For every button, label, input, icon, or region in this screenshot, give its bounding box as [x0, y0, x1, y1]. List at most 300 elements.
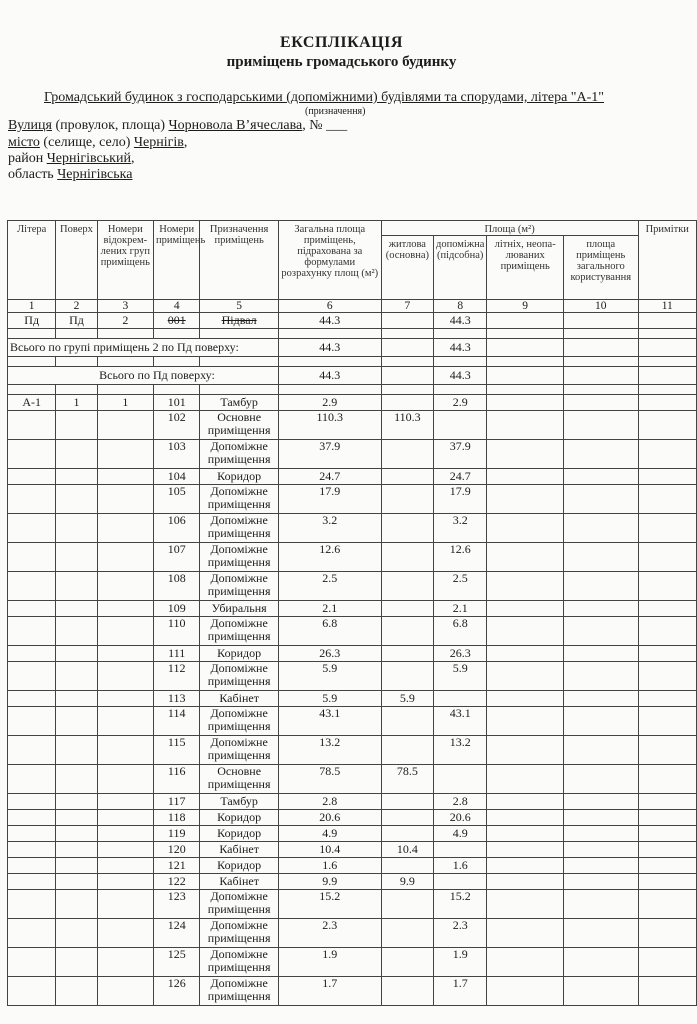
room-common-area [563, 617, 638, 646]
room-summer-area [487, 765, 564, 794]
room-auxiliary-area: 43.1 [434, 707, 487, 736]
room-common-area [563, 395, 638, 411]
floor-cell [56, 977, 97, 1006]
room-notes [638, 810, 696, 826]
room-auxiliary-area: 3.2 [434, 514, 487, 543]
group-cell [97, 543, 153, 572]
room-total-area: 10.4 [278, 842, 381, 858]
room-row [8, 617, 697, 646]
room-total-area: 5.9 [278, 691, 381, 707]
room-total-area: 4.9 [278, 826, 381, 842]
group-cell [97, 826, 153, 842]
room-living-area: 9.9 [381, 874, 433, 890]
group-cell [97, 858, 153, 874]
room-notes [638, 440, 696, 469]
room-living-area [381, 469, 433, 485]
room-common-area [563, 794, 638, 810]
room-row [8, 842, 697, 858]
room-auxiliary-area: 37.9 [434, 440, 487, 469]
room-total-area: 12.6 [278, 543, 381, 572]
room-purpose: Коридор [200, 858, 279, 874]
room-auxiliary-area: 5.9 [434, 662, 487, 691]
room-notes [638, 572, 696, 601]
room-living-area [381, 646, 433, 662]
group-cell [97, 662, 153, 691]
litera-cell [8, 440, 56, 469]
room-living-area [381, 948, 433, 977]
district-label: район [8, 151, 47, 166]
room-notes [638, 736, 696, 765]
room-summer-area [487, 890, 564, 919]
room-purpose: Допоміжне приміщення [200, 890, 279, 919]
summary-row-floor [8, 367, 697, 385]
floor-cell [56, 794, 97, 810]
room-purpose: Допоміжне приміщення [200, 572, 279, 601]
floor-cell: 1 [56, 395, 97, 411]
room-total-area: 43.1 [278, 707, 381, 736]
litera-cell [8, 890, 56, 919]
room-notes [638, 514, 696, 543]
room-notes [638, 948, 696, 977]
litera-cell [8, 707, 56, 736]
room-purpose: Тамбур [200, 794, 279, 810]
room-common-area [563, 977, 638, 1006]
column-number: 6 [278, 300, 381, 313]
room-notes [638, 826, 696, 842]
header-litera: Літера [8, 221, 56, 300]
room-summer-area [487, 395, 564, 411]
room-notes [638, 543, 696, 572]
floor-cell [56, 874, 97, 890]
summary-total: 44.3 [278, 339, 381, 357]
floor-cell [56, 948, 97, 977]
room-row [8, 977, 697, 1006]
room-row [8, 572, 697, 601]
summary-row-group [8, 339, 697, 357]
room-number: 110 [154, 617, 200, 646]
room-row [8, 601, 697, 617]
room-living-area: 110.3 [381, 411, 433, 440]
room-common-area [563, 646, 638, 662]
room-common-area [563, 691, 638, 707]
room-purpose: Тамбур [200, 395, 279, 411]
litera-cell [8, 842, 56, 858]
room-living-area [381, 736, 433, 765]
room-summer-area [487, 874, 564, 890]
group-cell [97, 736, 153, 765]
floor-cell [56, 646, 97, 662]
room-summer-area [487, 543, 564, 572]
group-cell [97, 919, 153, 948]
room-common-area [563, 858, 638, 874]
room-notes [638, 842, 696, 858]
room-total-area: 5.9 [278, 662, 381, 691]
document-subtitle: приміщень громадського будинку [226, 54, 457, 70]
room-auxiliary-area: 20.6 [434, 810, 487, 826]
room-total-area: 13.2 [278, 736, 381, 765]
room-auxiliary-area: 1.7 [434, 977, 487, 1006]
room-auxiliary-area [434, 411, 487, 440]
group-cell [97, 617, 153, 646]
room-summer-area [487, 858, 564, 874]
basement-purpose: Підвал [200, 313, 279, 329]
room-auxiliary-area: 2.1 [434, 601, 487, 617]
room-living-area [381, 919, 433, 948]
room-purpose: Допоміжне приміщення [200, 919, 279, 948]
header-area-group: Площа (м²) [381, 221, 638, 236]
group-cell [97, 765, 153, 794]
room-total-area: 37.9 [278, 440, 381, 469]
floor-cell [56, 469, 97, 485]
summary-auxiliary: 44.3 [434, 367, 487, 385]
district-line: район Чернігівський, [8, 151, 135, 166]
room-row [8, 826, 697, 842]
room-common-area [563, 736, 638, 765]
floor-cell [56, 842, 97, 858]
room-common-area [563, 469, 638, 485]
header-floor: Поверх [56, 221, 97, 300]
litera-cell [8, 646, 56, 662]
street-label: Вулиця [8, 118, 52, 133]
summary-total: 44.3 [278, 367, 381, 385]
room-summer-area [487, 691, 564, 707]
litera-cell: А-1 [8, 395, 56, 411]
column-number: 8 [434, 300, 487, 313]
room-summer-area [487, 469, 564, 485]
group-cell [97, 440, 153, 469]
room-living-area [381, 707, 433, 736]
litera-cell [8, 543, 56, 572]
room-row [8, 858, 697, 874]
floor-cell [56, 919, 97, 948]
litera-cell [8, 514, 56, 543]
room-summer-area [487, 736, 564, 765]
floor-cell [56, 736, 97, 765]
room-summer-area [487, 485, 564, 514]
room-row [8, 890, 697, 919]
room-notes [638, 485, 696, 514]
room-summer-area [487, 646, 564, 662]
room-total-area: 17.9 [278, 485, 381, 514]
room-notes [638, 601, 696, 617]
room-row [8, 514, 697, 543]
room-number: 117 [154, 794, 200, 810]
column-number: 5 [200, 300, 279, 313]
room-purpose: Допоміжне приміщення [200, 707, 279, 736]
room-purpose: Коридор [200, 826, 279, 842]
room-total-area: 2.3 [278, 919, 381, 948]
litera-cell [8, 874, 56, 890]
room-number: 125 [154, 948, 200, 977]
floor-cell [56, 572, 97, 601]
basement-litera: Пд [8, 313, 56, 329]
room-living-area [381, 794, 433, 810]
room-summer-area [487, 826, 564, 842]
room-purpose: Допоміжне приміщення [200, 514, 279, 543]
group-cell: 1 [97, 395, 153, 411]
column-number: 7 [381, 300, 433, 313]
group-cell [97, 794, 153, 810]
floor-cell [56, 890, 97, 919]
room-common-area [563, 601, 638, 617]
column-number: 11 [638, 300, 696, 313]
room-living-area [381, 514, 433, 543]
summary-auxiliary: 44.3 [434, 339, 487, 357]
room-row [8, 948, 697, 977]
region-value: Чернігівська [57, 167, 133, 182]
room-living-area [381, 543, 433, 572]
room-summer-area [487, 919, 564, 948]
litera-cell [8, 765, 56, 794]
room-purpose: Коридор [200, 810, 279, 826]
room-notes [638, 919, 696, 948]
summary-label: Всього по Пд поверху: [8, 367, 279, 385]
litera-cell [8, 977, 56, 1006]
header-rooms: Номери приміщень [154, 221, 200, 300]
floor-cell [56, 485, 97, 514]
room-summer-area [487, 601, 564, 617]
floor-cell [56, 691, 97, 707]
room-summer-area [487, 794, 564, 810]
header-groups: Номери відокрем-лених груп приміщень [97, 221, 153, 300]
room-living-area [381, 662, 433, 691]
purpose-note: (призначення) [305, 106, 366, 117]
room-notes [638, 874, 696, 890]
room-row [8, 485, 697, 514]
room-auxiliary-area: 1.6 [434, 858, 487, 874]
document-title: ЕКСПЛІКАЦІЯ [280, 34, 403, 51]
group-cell [97, 514, 153, 543]
room-purpose: Основне приміщення [200, 411, 279, 440]
basement-floor: Пд [56, 313, 97, 329]
floor-cell [56, 662, 97, 691]
room-auxiliary-area [434, 842, 487, 858]
room-summer-area [487, 411, 564, 440]
room-notes [638, 691, 696, 707]
room-living-area [381, 395, 433, 411]
room-total-area: 26.3 [278, 646, 381, 662]
header-common: площа приміщень загального користування [563, 236, 638, 300]
floor-cell [56, 411, 97, 440]
room-living-area [381, 572, 433, 601]
room-total-area: 15.2 [278, 890, 381, 919]
header-auxiliary: допоміжна (підсобна) [434, 236, 487, 300]
room-living-area [381, 617, 433, 646]
litera-cell [8, 858, 56, 874]
basement-auxiliary: 44.3 [434, 313, 487, 329]
group-cell [97, 646, 153, 662]
floor-cell [56, 440, 97, 469]
room-purpose: Кабінет [200, 691, 279, 707]
room-common-area [563, 543, 638, 572]
room-number: 118 [154, 810, 200, 826]
floor-cell [56, 810, 97, 826]
room-number: 111 [154, 646, 200, 662]
room-living-area [381, 440, 433, 469]
room-auxiliary-area: 2.9 [434, 395, 487, 411]
room-purpose: Допоміжне приміщення [200, 440, 279, 469]
building-description: Громадський будинок з господарськими (допоміжними) будівлями та спорудами, літера "А-1" [44, 90, 605, 105]
room-auxiliary-area [434, 765, 487, 794]
group-cell [97, 707, 153, 736]
group-cell [97, 572, 153, 601]
room-row [8, 543, 697, 572]
room-number: 108 [154, 572, 200, 601]
group-cell [97, 691, 153, 707]
room-total-area: 1.9 [278, 948, 381, 977]
header-total-area: Загальна площа приміщень, підрахована за формулами розрахунку площ (м²) [278, 221, 381, 300]
room-total-area: 2.8 [278, 794, 381, 810]
header-summer: літніх, неопа-люваних приміщень [487, 236, 564, 300]
room-number: 124 [154, 919, 200, 948]
explication-table [7, 220, 697, 1006]
room-living-area: 5.9 [381, 691, 433, 707]
floor-cell [56, 765, 97, 794]
floor-cell [56, 707, 97, 736]
room-number: 116 [154, 765, 200, 794]
group-cell [97, 485, 153, 514]
room-number: 109 [154, 601, 200, 617]
room-summer-area [487, 948, 564, 977]
room-row [8, 646, 697, 662]
room-total-area: 24.7 [278, 469, 381, 485]
room-number: 112 [154, 662, 200, 691]
room-notes [638, 977, 696, 1006]
litera-cell [8, 794, 56, 810]
room-auxiliary-area: 17.9 [434, 485, 487, 514]
group-cell [97, 977, 153, 1006]
room-common-area [563, 440, 638, 469]
room-notes [638, 765, 696, 794]
room-number: 102 [154, 411, 200, 440]
room-auxiliary-area: 6.8 [434, 617, 487, 646]
room-auxiliary-area [434, 874, 487, 890]
room-purpose: Основне приміщення [200, 765, 279, 794]
room-purpose: Допоміжне приміщення [200, 617, 279, 646]
room-number: 107 [154, 543, 200, 572]
room-living-area [381, 890, 433, 919]
room-notes [638, 707, 696, 736]
region-line [8, 167, 132, 183]
room-auxiliary-area: 4.9 [434, 826, 487, 842]
litera-cell [8, 485, 56, 514]
room-auxiliary-area: 15.2 [434, 890, 487, 919]
street-value: Чорновола В’ячеслава [168, 118, 303, 133]
header-living: житлова (основна) [381, 236, 433, 300]
room-number: 120 [154, 842, 200, 858]
room-number: 115 [154, 736, 200, 765]
floor-cell [56, 543, 97, 572]
room-living-area [381, 601, 433, 617]
room-common-area [563, 826, 638, 842]
room-total-area: 1.7 [278, 977, 381, 1006]
floor-cell [56, 858, 97, 874]
column-number: 9 [487, 300, 564, 313]
street-number-label: , № ___ [302, 118, 348, 133]
room-summer-area [487, 977, 564, 1006]
room-notes [638, 858, 696, 874]
room-number: 104 [154, 469, 200, 485]
room-living-area [381, 826, 433, 842]
room-purpose: Допоміжне приміщення [200, 977, 279, 1006]
room-row [8, 794, 697, 810]
room-row [8, 691, 697, 707]
floor-cell [56, 826, 97, 842]
litera-cell [8, 469, 56, 485]
room-common-area [563, 842, 638, 858]
room-purpose: Допоміжне приміщення [200, 948, 279, 977]
group-cell [97, 411, 153, 440]
room-purpose: Кабінет [200, 842, 279, 858]
room-living-area [381, 485, 433, 514]
room-row [8, 707, 697, 736]
room-common-area [563, 572, 638, 601]
group-cell [97, 890, 153, 919]
room-purpose: Коридор [200, 469, 279, 485]
room-total-area: 2.5 [278, 572, 381, 601]
column-number: 4 [154, 300, 200, 313]
column-number: 3 [97, 300, 153, 313]
room-purpose: Коридор [200, 646, 279, 662]
room-notes [638, 395, 696, 411]
litera-cell [8, 826, 56, 842]
room-row [8, 469, 697, 485]
litera-cell [8, 617, 56, 646]
room-notes [638, 617, 696, 646]
room-common-area [563, 707, 638, 736]
group-cell [97, 601, 153, 617]
room-purpose: Допоміжне приміщення [200, 543, 279, 572]
room-living-area: 78.5 [381, 765, 433, 794]
litera-cell [8, 691, 56, 707]
header-purpose: Призначення приміщень [200, 221, 279, 300]
group-cell [97, 810, 153, 826]
room-notes [638, 794, 696, 810]
room-number: 105 [154, 485, 200, 514]
room-number: 122 [154, 874, 200, 890]
room-number: 121 [154, 858, 200, 874]
litera-cell [8, 919, 56, 948]
room-common-area [563, 411, 638, 440]
group-cell [97, 874, 153, 890]
group-cell [97, 469, 153, 485]
room-number: 103 [154, 440, 200, 469]
room-row [8, 395, 697, 411]
district-value: Чернігівський [46, 151, 131, 166]
room-notes [638, 662, 696, 691]
room-number: 106 [154, 514, 200, 543]
room-total-area: 2.1 [278, 601, 381, 617]
room-living-area [381, 810, 433, 826]
room-auxiliary-area: 1.9 [434, 948, 487, 977]
floor-cell [56, 514, 97, 543]
room-total-area: 110.3 [278, 411, 381, 440]
room-living-area [381, 977, 433, 1006]
litera-cell [8, 736, 56, 765]
litera-cell [8, 810, 56, 826]
room-common-area [563, 810, 638, 826]
room-summer-area [487, 514, 564, 543]
room-total-area: 6.8 [278, 617, 381, 646]
room-row [8, 440, 697, 469]
group-cell [97, 842, 153, 858]
litera-cell [8, 662, 56, 691]
city-line: місто (селище, село) Чернігів, [8, 135, 188, 150]
room-total-area: 78.5 [278, 765, 381, 794]
room-row [8, 662, 697, 691]
litera-cell [8, 572, 56, 601]
room-notes [638, 469, 696, 485]
